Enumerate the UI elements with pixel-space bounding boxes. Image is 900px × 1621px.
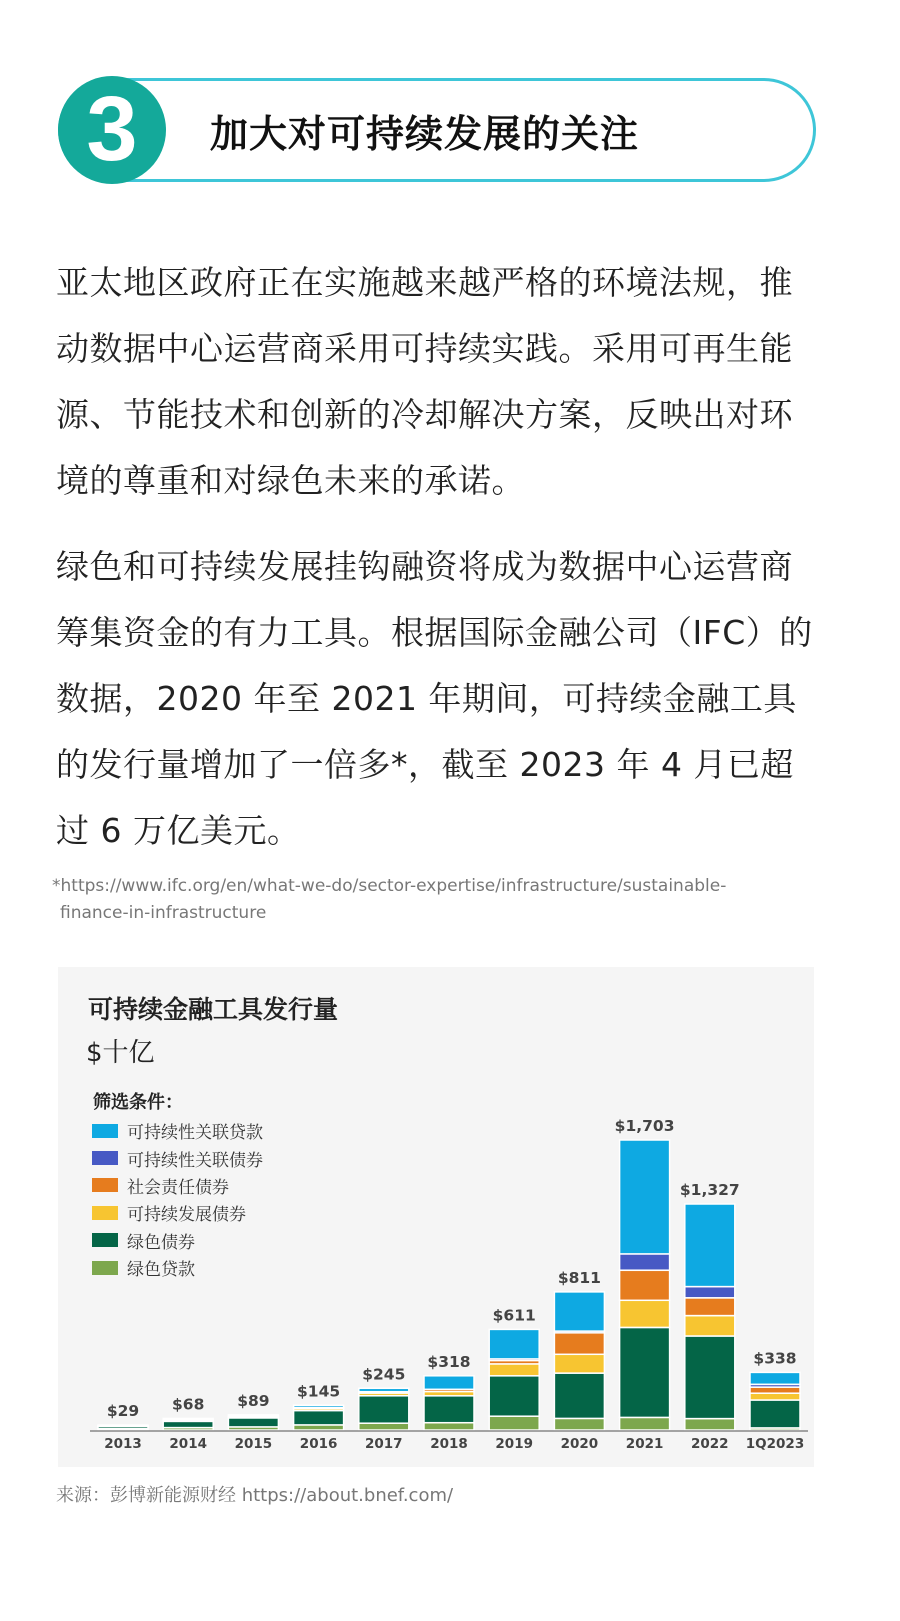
bar-segment (424, 1423, 474, 1430)
bar-segment (294, 1425, 344, 1430)
section-number: 3 (86, 78, 138, 180)
bar-segment (620, 1328, 670, 1418)
footnote-link-line-1[interactable]: *https://www.ifc.org/en/what-we-do/sector-expertise/infrastructure/sustainable- (52, 876, 727, 896)
bar-total-label: $29 (106, 1402, 140, 1421)
legend-label: 绿色债券 (127, 1232, 195, 1253)
x-tick-label: 2020 (560, 1436, 599, 1452)
legend-title: 筛选条件： (93, 1092, 183, 1113)
x-tick-label: 1Q2023 (745, 1436, 805, 1452)
x-tick-label: 2013 (104, 1436, 142, 1452)
paragraph-regulations: 亚太地区政府正在实施越来越严格的环境法规，推动数据中心运营商采用可持续实践。采用可再生能源、节能技术和创新的冷却解决方案，反映出对环境的尊重和对绿色未来的承诺。 (56, 263, 793, 500)
bar-segment (228, 1418, 278, 1427)
bar-segment (228, 1415, 278, 1416)
bar-segment (750, 1372, 800, 1384)
bar-total-label: $89 (237, 1391, 270, 1410)
bar-total-label: $811 (557, 1268, 601, 1287)
bar-segment (424, 1396, 474, 1423)
bar-segment (163, 1421, 213, 1427)
bar-segment (750, 1393, 800, 1400)
x-tick-label: 2022 (691, 1436, 729, 1452)
bar-segment (620, 1270, 670, 1300)
x-tick-label: 2015 (234, 1436, 273, 1452)
x-tick-label: 2021 (625, 1436, 664, 1452)
section-title: 加大对可持续发展的关注 (210, 112, 640, 156)
bar-segment (685, 1316, 735, 1336)
bar-total-label: $611 (492, 1306, 536, 1325)
bar-total-label: $245 (362, 1365, 406, 1384)
bar-total-label: $1,327 (679, 1181, 740, 1199)
bar-segment (620, 1140, 670, 1254)
bar-total-label: $318 (427, 1352, 471, 1371)
x-tick-label: 2017 (365, 1436, 403, 1452)
bar-segment (620, 1417, 670, 1430)
chart-title: 可持续金融工具发行量 (88, 995, 339, 1024)
bar-segment (685, 1419, 735, 1430)
bar-segment (359, 1423, 409, 1430)
chart-unit: $十亿 (86, 1038, 155, 1068)
bar-segment (685, 1298, 735, 1316)
bar-segment (554, 1292, 604, 1331)
source-note: 来源：彭博新能源财经 https://about.bnef.com/ (56, 1485, 454, 1506)
bar-segment (489, 1376, 539, 1416)
bar-segment (685, 1204, 735, 1287)
bar-segment (685, 1336, 735, 1419)
bar-segment (620, 1300, 670, 1327)
bar-total-label: $68 (172, 1395, 205, 1414)
bar-segment (750, 1400, 800, 1428)
bar-total-label: $145 (297, 1382, 341, 1401)
bar-segment (98, 1425, 148, 1426)
bar-segment (359, 1388, 409, 1391)
bar-total-label: $1,703 (614, 1117, 675, 1135)
bar-segment (294, 1411, 344, 1425)
bar-segment (489, 1329, 539, 1359)
bar-segment (424, 1376, 474, 1390)
legend-label: 社会责任债券 (127, 1177, 229, 1198)
bar-segment (489, 1364, 539, 1376)
bar-segment (359, 1396, 409, 1423)
legend-label: 可持续性关联债券 (127, 1150, 263, 1171)
paragraph-green-finance: 绿色和可持续发展挂钩融资将成为数据中心运营商筹集资金的有力工具。根据国际金融公司（IFC）的数据，2020 年至 2021 年期间，可持续金融工具的发行量增加了一倍多*，截至 2023 年 4 月已超过 6 万亿美元。 (56, 547, 813, 850)
bar-segment (489, 1416, 539, 1430)
bar-segment (554, 1333, 604, 1355)
bar-segment (620, 1254, 670, 1270)
legend-label: 可持续发展债券 (127, 1205, 246, 1226)
bar-segment (685, 1287, 735, 1298)
legend-label: 绿色贷款 (127, 1260, 195, 1281)
bar-segment (554, 1373, 604, 1418)
x-tick-label: 2018 (430, 1436, 468, 1452)
bar-segment (554, 1418, 604, 1430)
x-tick-label: 2014 (169, 1436, 207, 1452)
footnote-link-line-2[interactable]: finance-in-infrastructure (60, 903, 267, 923)
x-tick-label: 2019 (495, 1436, 533, 1452)
bar-total-label: $338 (753, 1349, 797, 1368)
bar-segment (294, 1405, 344, 1407)
bar-segment (554, 1354, 604, 1373)
bar-segment (163, 1418, 213, 1420)
bar-segment (750, 1387, 800, 1393)
x-tick-label: 2016 (299, 1436, 338, 1452)
legend-label: 可持续性关联贷款 (127, 1123, 263, 1144)
